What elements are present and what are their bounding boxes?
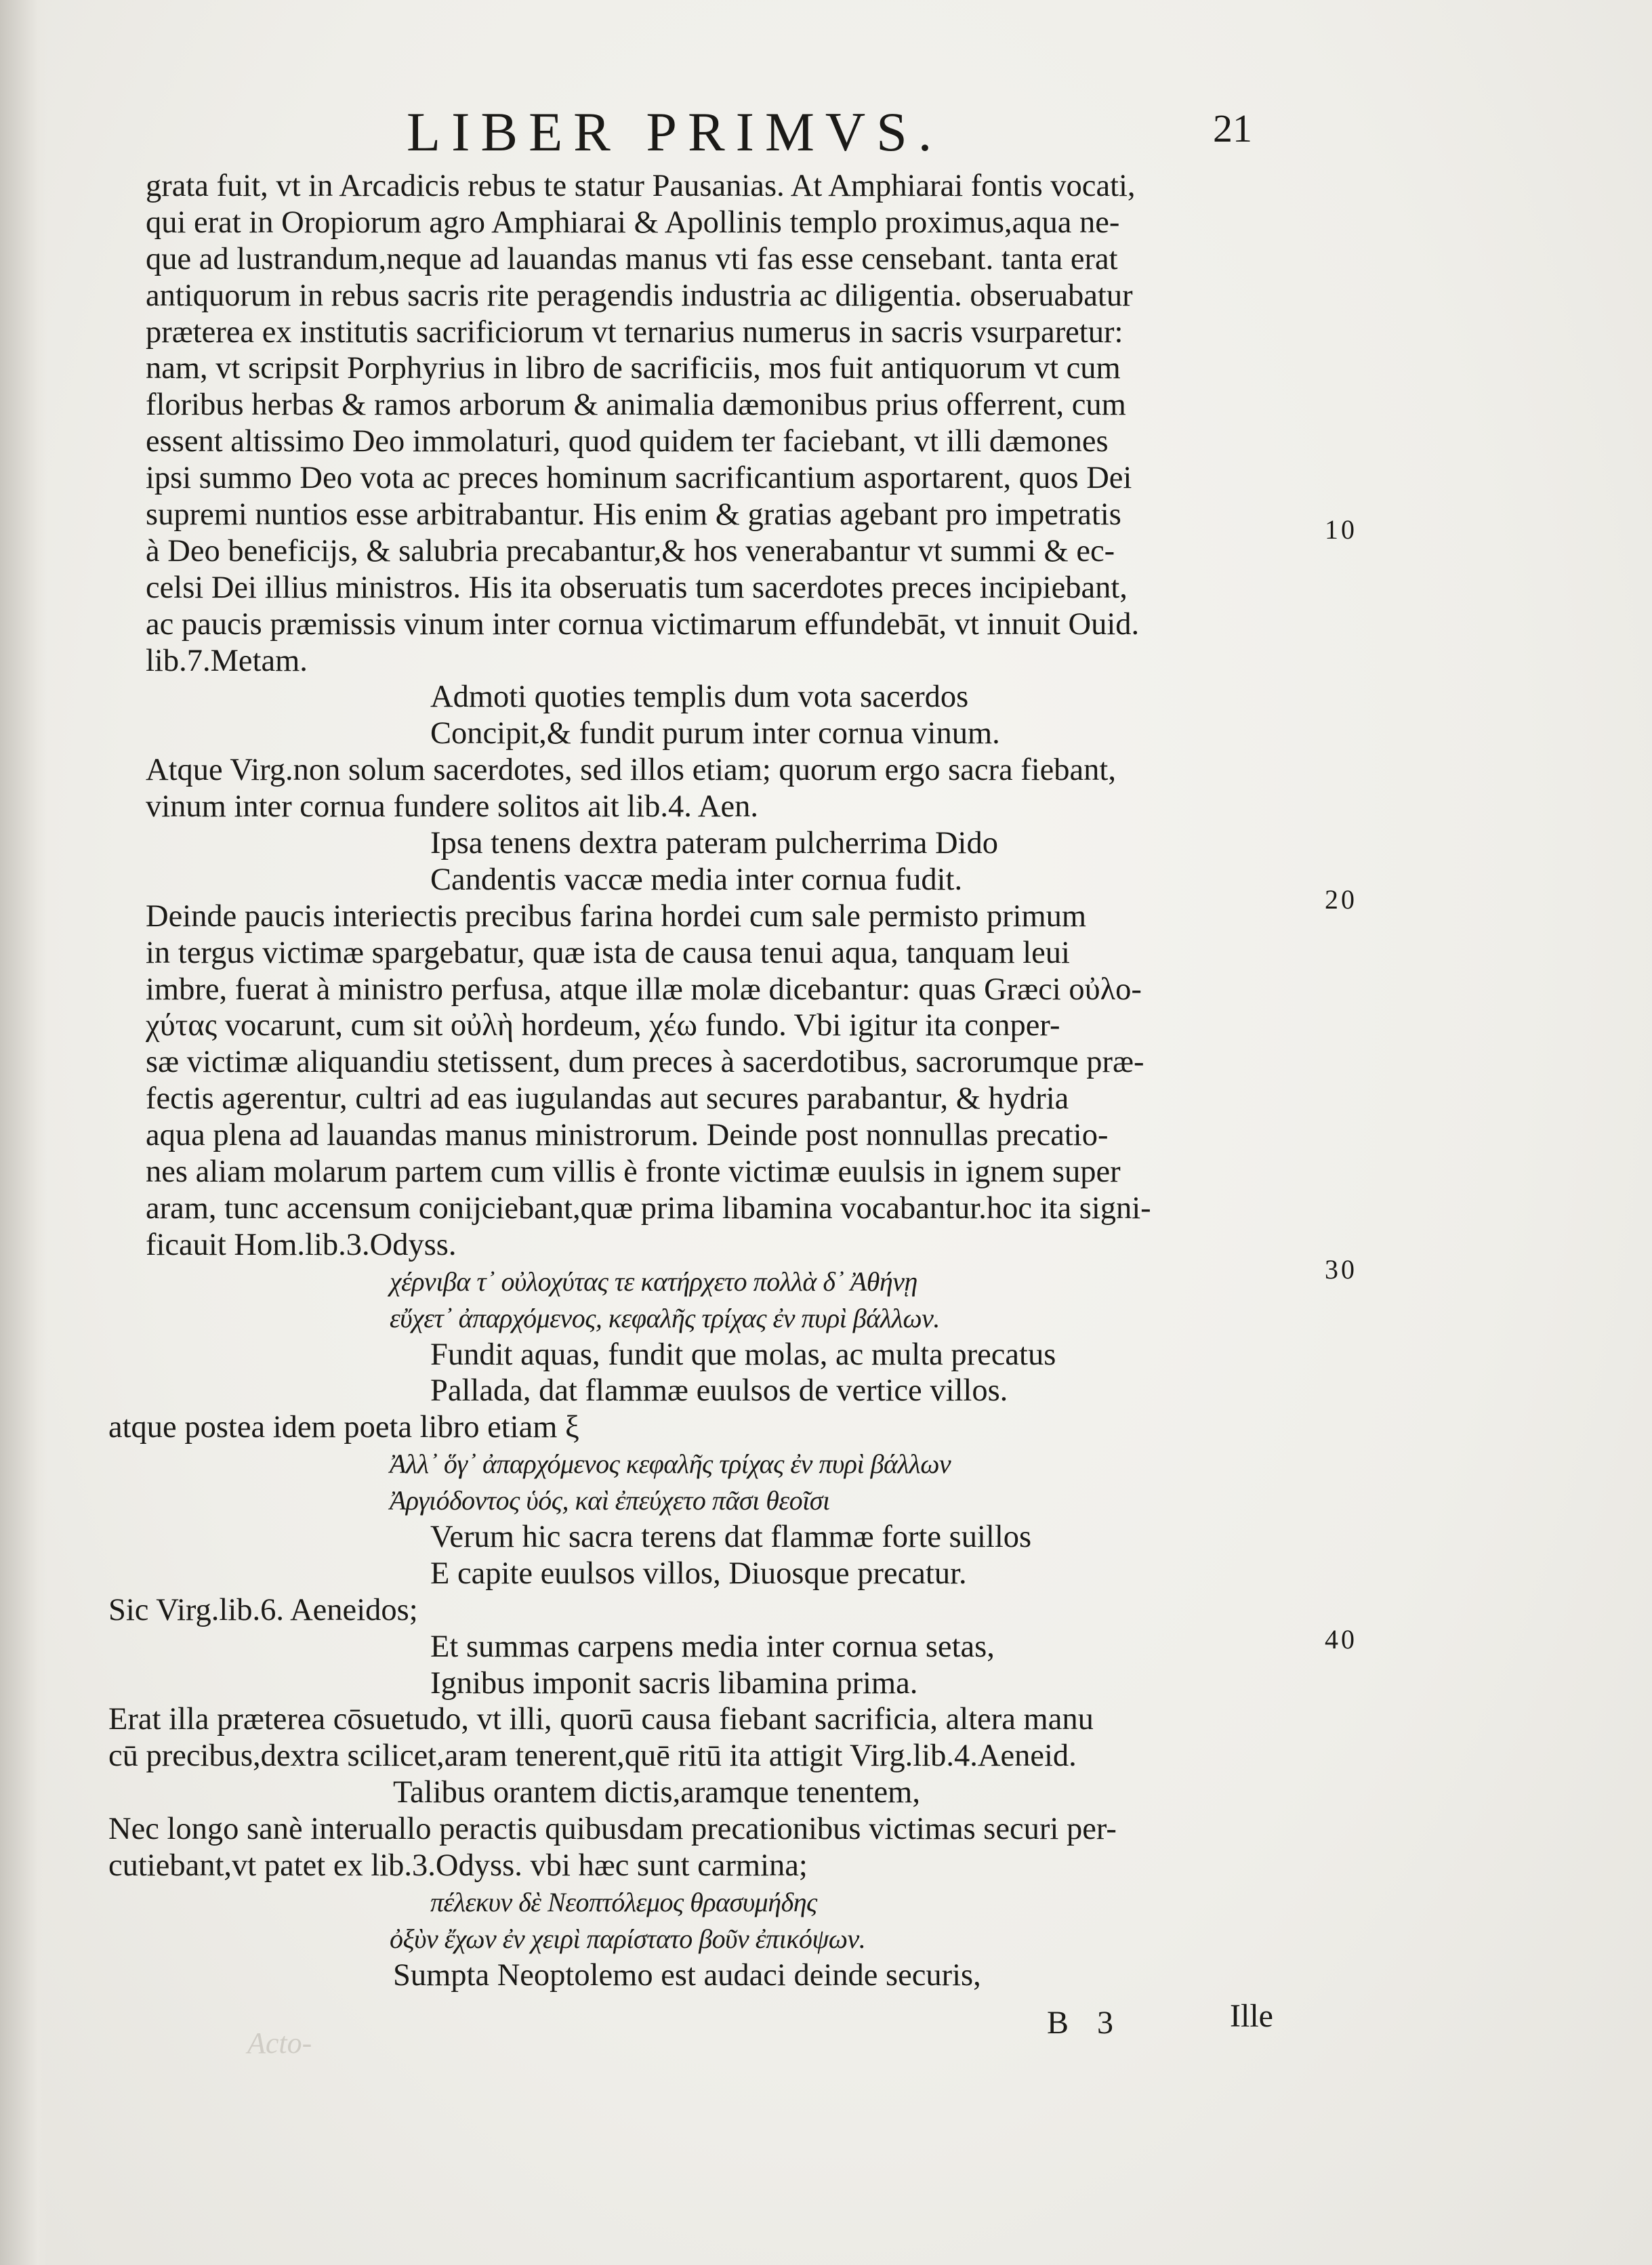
line-number-20: 20 bbox=[1325, 884, 1357, 915]
text-line: Verum hic sacra terens dat flammæ forte suillos bbox=[430, 1519, 1032, 1554]
line-number-10: 10 bbox=[1325, 514, 1357, 545]
catchword: Ille bbox=[1230, 1998, 1273, 2034]
text-line: Erat illa præterea cōsuetudo, vt illi, quorū causa fiebant sacrificia, altera manu bbox=[108, 1702, 1094, 1737]
text-line: aqua plena ad lauandas manus ministrorum. Deinde post nonnullas precatio- bbox=[146, 1118, 1109, 1153]
text-line: grata fuit, vt in Arcadicis rebus te statur Pausanias. At Amphiarai fontis vocati, bbox=[146, 169, 1136, 203]
text-line: Atque Virg.non solum sacerdotes, sed illos etiam; quorum ergo sacra fiebant, bbox=[146, 753, 1116, 788]
text-line: in tergus victimæ spargebatur, quæ ista de causa tenui aqua, tanquam leui bbox=[146, 935, 1070, 970]
text-line: nam, vt scripsit Porphyrius in libro de sacrificiis, mos fuit antiquorum vt cum bbox=[146, 351, 1121, 386]
text-line: χέρνιβα τ᾽ οὐλοχύτας τε κατήρχετο πολλὰ δ᾽ Ἀθήνῃ bbox=[390, 1266, 917, 1297]
text-line: cutiebant,vt patet ex lib.3.Odyss. vbi hæc sunt carmina; bbox=[108, 1848, 808, 1883]
text-line: εὔχετ᾽ ἀπαρχόμενος, κεφαλῆς τρίχας ἐν πυρὶ βάλλων. bbox=[390, 1302, 940, 1333]
signature-mark: B 3 bbox=[1047, 2005, 1114, 2041]
text-line: Sumpta Neoptolemo est audaci deinde securis, bbox=[393, 1957, 981, 1993]
text-line: que ad lustrandum,neque ad lauandas manus vti fas esse censebant. tanta erat bbox=[146, 241, 1118, 276]
line-number-30: 30 bbox=[1325, 1254, 1357, 1285]
text-line: Ignibus imponit sacris libamina prima. bbox=[430, 1665, 918, 1701]
text-line: Nec longo sanè interuallo peractis quibusdam precationibus victimas securi per- bbox=[108, 1812, 1117, 1847]
text-line: qui erat in Oropiorum agro Amphiarai & Apollinis templo proximus,aqua ne- bbox=[146, 205, 1120, 240]
text-line: Ipsa tenens dextra pateram pulcherrima Dido bbox=[430, 826, 998, 861]
text-line: ὀξὺν ἔχων ἐν χειρὶ παρίστατο βοῦν ἐπικόψων. bbox=[390, 1923, 866, 1954]
text-line: essent altissimo Deo immolaturi, quod quidem ter faciebant, vt illi dæmones bbox=[146, 424, 1109, 459]
text-line: ac paucis præmissis vinum inter cornua victimarum effundebāt, vt innuit Ouid. bbox=[146, 606, 1140, 642]
text-line: aram, tunc accensum conijciebant,quæ prima libamina vocabantur.hoc ita signi- bbox=[146, 1190, 1151, 1226]
text-line: atque postea idem poeta libro etiam ξ bbox=[108, 1410, 579, 1445]
text-line: Ἀλλ᾽ ὅγ᾽ ἀπαρχόμενος κεφαλῆς τρίχας ἐν πυρὶ βάλλων bbox=[390, 1449, 951, 1480]
running-head bbox=[0, 88, 1652, 169]
line-number-40: 40 bbox=[1325, 1624, 1357, 1655]
text-line: Sic Virg.lib.6. Aeneidos; bbox=[108, 1592, 418, 1627]
text-line: Fundit aquas, fundit que molas, ac multa precatus bbox=[430, 1337, 1056, 1372]
page-number: 21 bbox=[1213, 106, 1252, 150]
text-line: præterea ex institutis sacrificiorum vt ternarius numerus in sacris vsurparetur: bbox=[146, 314, 1123, 350]
text-line: floribus herbas & ramos arborum & animalia dæmonibus prius offerrent, cum bbox=[146, 388, 1126, 423]
text-line: ficauit Hom.lib.3.Odyss. bbox=[146, 1227, 457, 1262]
text-line: lib.7.Metam. bbox=[146, 643, 308, 678]
text-line: χύτας vocarunt, cum sit οὐλὴ hordeum, χέω fundo. Vbi igitur ita conper- bbox=[146, 1008, 1060, 1043]
text-line: E capite euulsos villos, Diuosque precatur. bbox=[430, 1556, 967, 1591]
show-through-text: Acto- bbox=[247, 2027, 312, 2060]
text-line: à Deo beneficijs, & salubria precabantur,& hos venerabantur vt summi & ec- bbox=[146, 533, 1115, 568]
text-line: imbre, fuerat à ministro perfusa, atque illæ molæ dicebantur: quas Græci οὐλο- bbox=[146, 972, 1142, 1007]
body-text bbox=[108, 168, 1311, 1994]
text-line: Deinde paucis interiectis precibus farina hordei cum sale permisto primum bbox=[146, 898, 1087, 934]
text-line: sæ victimæ aliquandiu stetissent, dum preces à sacerdotibus, sacrorumque præ- bbox=[146, 1045, 1144, 1080]
text-line: Et summas carpens media inter cornua setas, bbox=[430, 1629, 995, 1664]
page-title: LIBER PRIMVS. bbox=[407, 101, 943, 163]
text-line: nes aliam molarum partem cum villis è fronte victimæ euulsis in ignem super bbox=[146, 1155, 1121, 1190]
text-line: Admoti quoties templis dum vota sacerdos bbox=[430, 680, 969, 715]
text-line: antiquorum in rebus sacris rite peragendis industria ac diligentia. obseruabatur bbox=[146, 278, 1133, 313]
text-line: Talibus orantem dictis,aramque tenentem, bbox=[393, 1775, 920, 1810]
text-line: fectis agerentur, cultri ad eas iugulandas aut secures parabantur, & hydria bbox=[146, 1081, 1069, 1117]
text-line: cū precibus,dextra scilicet,aram tenerent,quē ritū ita attigit Virg.lib.4.Aeneid. bbox=[108, 1739, 1077, 1774]
text-line: Pallada, dat flammæ euulsos de vertice villos. bbox=[430, 1373, 1008, 1409]
text-line: celsi Dei illius ministros. His ita obseruatis tum sacerdotes preces incipiebant, bbox=[146, 570, 1128, 605]
text-line: πέλεκυν δὲ Νεοπτόλεμος θρασυμήδης bbox=[430, 1886, 817, 1917]
gutter-shadow bbox=[0, 0, 47, 2265]
text-line: supremi nuntios esse arbitrabantur. His enim & gratias agebant pro impetratis bbox=[146, 497, 1121, 533]
text-line: Ἀργιόδοντος ὑός, καὶ ἐπεύχετο πᾶσι θεοῖσι bbox=[390, 1485, 830, 1516]
text-line: ipsi summo Deo vota ac preces hominum sacrificantium asportarent, quos Dei bbox=[146, 461, 1132, 496]
text-line: Candentis vaccæ media inter cornua fudit. bbox=[430, 862, 963, 897]
text-line: Concipit,& fundit purum inter cornua vinum. bbox=[430, 716, 1000, 751]
text-line: vinum inter cornua fundere solitos ait lib.4. Aen. bbox=[146, 789, 758, 825]
